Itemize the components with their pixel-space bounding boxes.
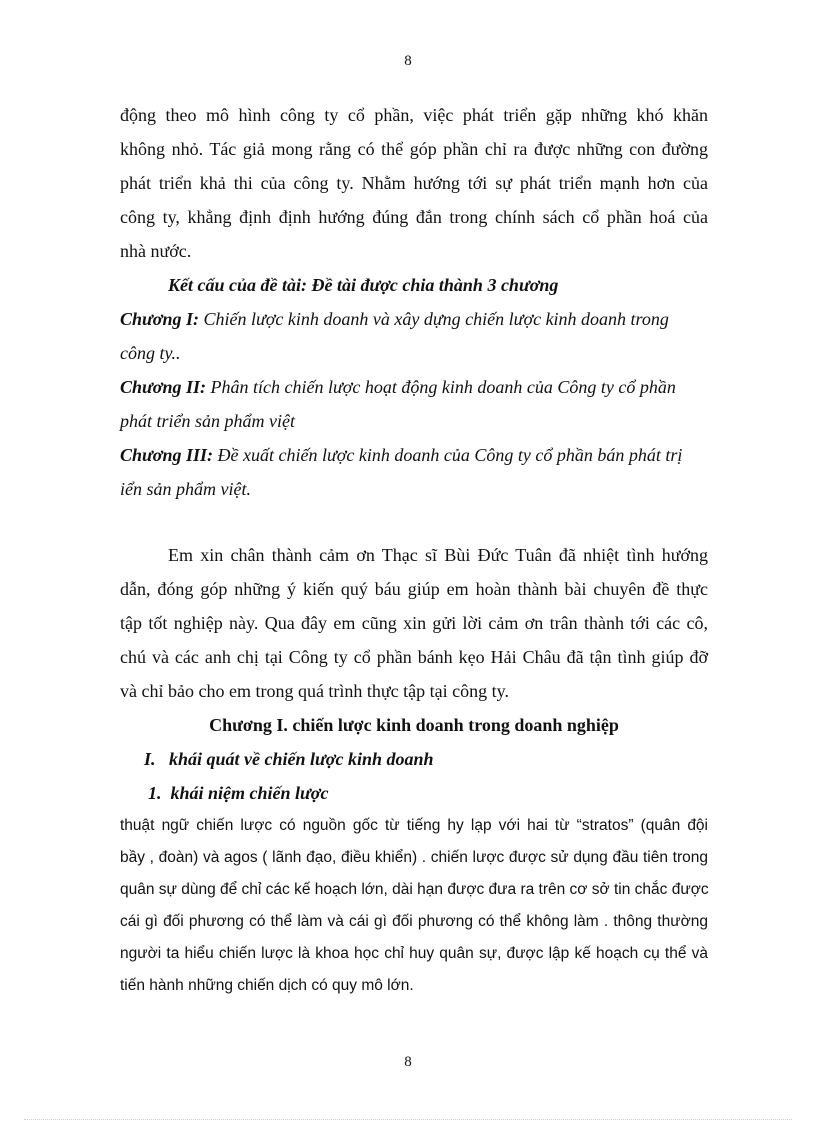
chapter-1-text: Chiến lược kinh doanh và xây dựng chiến lược kinh doanh trong <box>198 309 669 329</box>
intro-line: phát triển khả thi của công ty. Nhằm hướng tới sự phát triển mạnh hơn của <box>120 173 708 193</box>
page-content <box>120 98 708 1002</box>
chapter-2-text: Phân tích chiến lược hoạt động kinh doanh của Công ty cổ phần <box>205 377 676 397</box>
body-line: quân sự dùng để chỉ các kế hoạch lớn, dài hạn được đưa ra trên cơ sở tin chắc được <box>120 881 709 898</box>
body-line: bầy , đoàn) và agos ( lãnh đạo, điều khiển) . chiến lược được sử dụng đầu tiên trong <box>120 849 708 866</box>
intro-line: nhà nước. <box>120 241 192 261</box>
body-line: người ta hiểu chiến lược là khoa học chỉ huy quân sự, được lập kế hoạch cụ thể và <box>120 945 708 962</box>
intro-line: công ty, khẳng định định hướng đúng đắn trong chính sách cổ phần hoá của <box>120 207 708 227</box>
thanks-line: tập tốt nghiệp này. Qua đây em cũng xin gửi lời cảm ơn trân thành tới các cô, <box>120 613 708 633</box>
section-heading: I. khái quát về chiến lược kinh doanh <box>144 749 434 769</box>
body-line: tiến hành những chiến dịch có quy mô lớn. <box>120 977 414 994</box>
intro-line: không nhỏ. Tác giả mong rằng có thể góp phần chỉ ra được những con đường <box>120 139 708 159</box>
thanks-line: Em xin chân thành cảm ơn Thạc sĩ Bùi Đức Tuân đã nhiệt tình hướng <box>168 545 708 565</box>
chapter-2-line <box>120 370 708 404</box>
chapter-1-cont: công ty.. <box>120 343 181 363</box>
chapter-3-label: Chương III: <box>120 445 213 465</box>
chapter-1-label: Chương I: <box>120 309 199 329</box>
intro-line: động theo mô hình công ty cổ phần, việc phát triển gặp những khó khăn <box>120 105 708 125</box>
body-line: cái gì đối phương có thể làm và cái gì đối phương có thể không làm . thông thường <box>120 913 708 930</box>
chapter-title: Chương I. chiến lược kinh doanh trong doanh nghiệp <box>209 715 619 735</box>
thanks-line: dẫn, đóng góp những ý kiến quý báu giúp em hoàn thành bài chuyên đề thực <box>120 579 708 599</box>
structure-heading: Kết cấu của đề tài: Đề tài được chia thành 3 chương <box>168 275 559 295</box>
chapter-2-label: Chương II: <box>120 377 206 397</box>
body-line: thuật ngữ chiến lược có nguồn gốc từ tiếng hy lạp với hai từ “stratos” (quân đội <box>120 817 708 834</box>
thanks-line: và chỉ bảo cho em trong quá trình thực tập tại công ty. <box>120 681 509 701</box>
chapter-3-line <box>120 438 708 472</box>
chapter-3-cont: iển sản phẩm việt. <box>120 479 251 499</box>
chapter-2-cont: phát triển sản phẩm việt <box>120 411 295 431</box>
page-number-top: 8 <box>404 53 412 69</box>
page-number-bottom: 8 <box>404 1054 412 1070</box>
subsection-heading: 1. khái niệm chiến lược <box>148 783 329 803</box>
spacer <box>120 506 708 538</box>
thanks-line: chú và các anh chị tại Công ty cổ phần bánh kẹo Hải Châu đã tận tình giúp đỡ <box>120 647 708 667</box>
chapter-3-text: Đề xuất chiến lược kinh doanh của Công ty cổ phần bán phát trị <box>212 445 683 465</box>
chapter-1-line <box>120 302 708 336</box>
page-bottom-divider <box>24 1119 792 1120</box>
